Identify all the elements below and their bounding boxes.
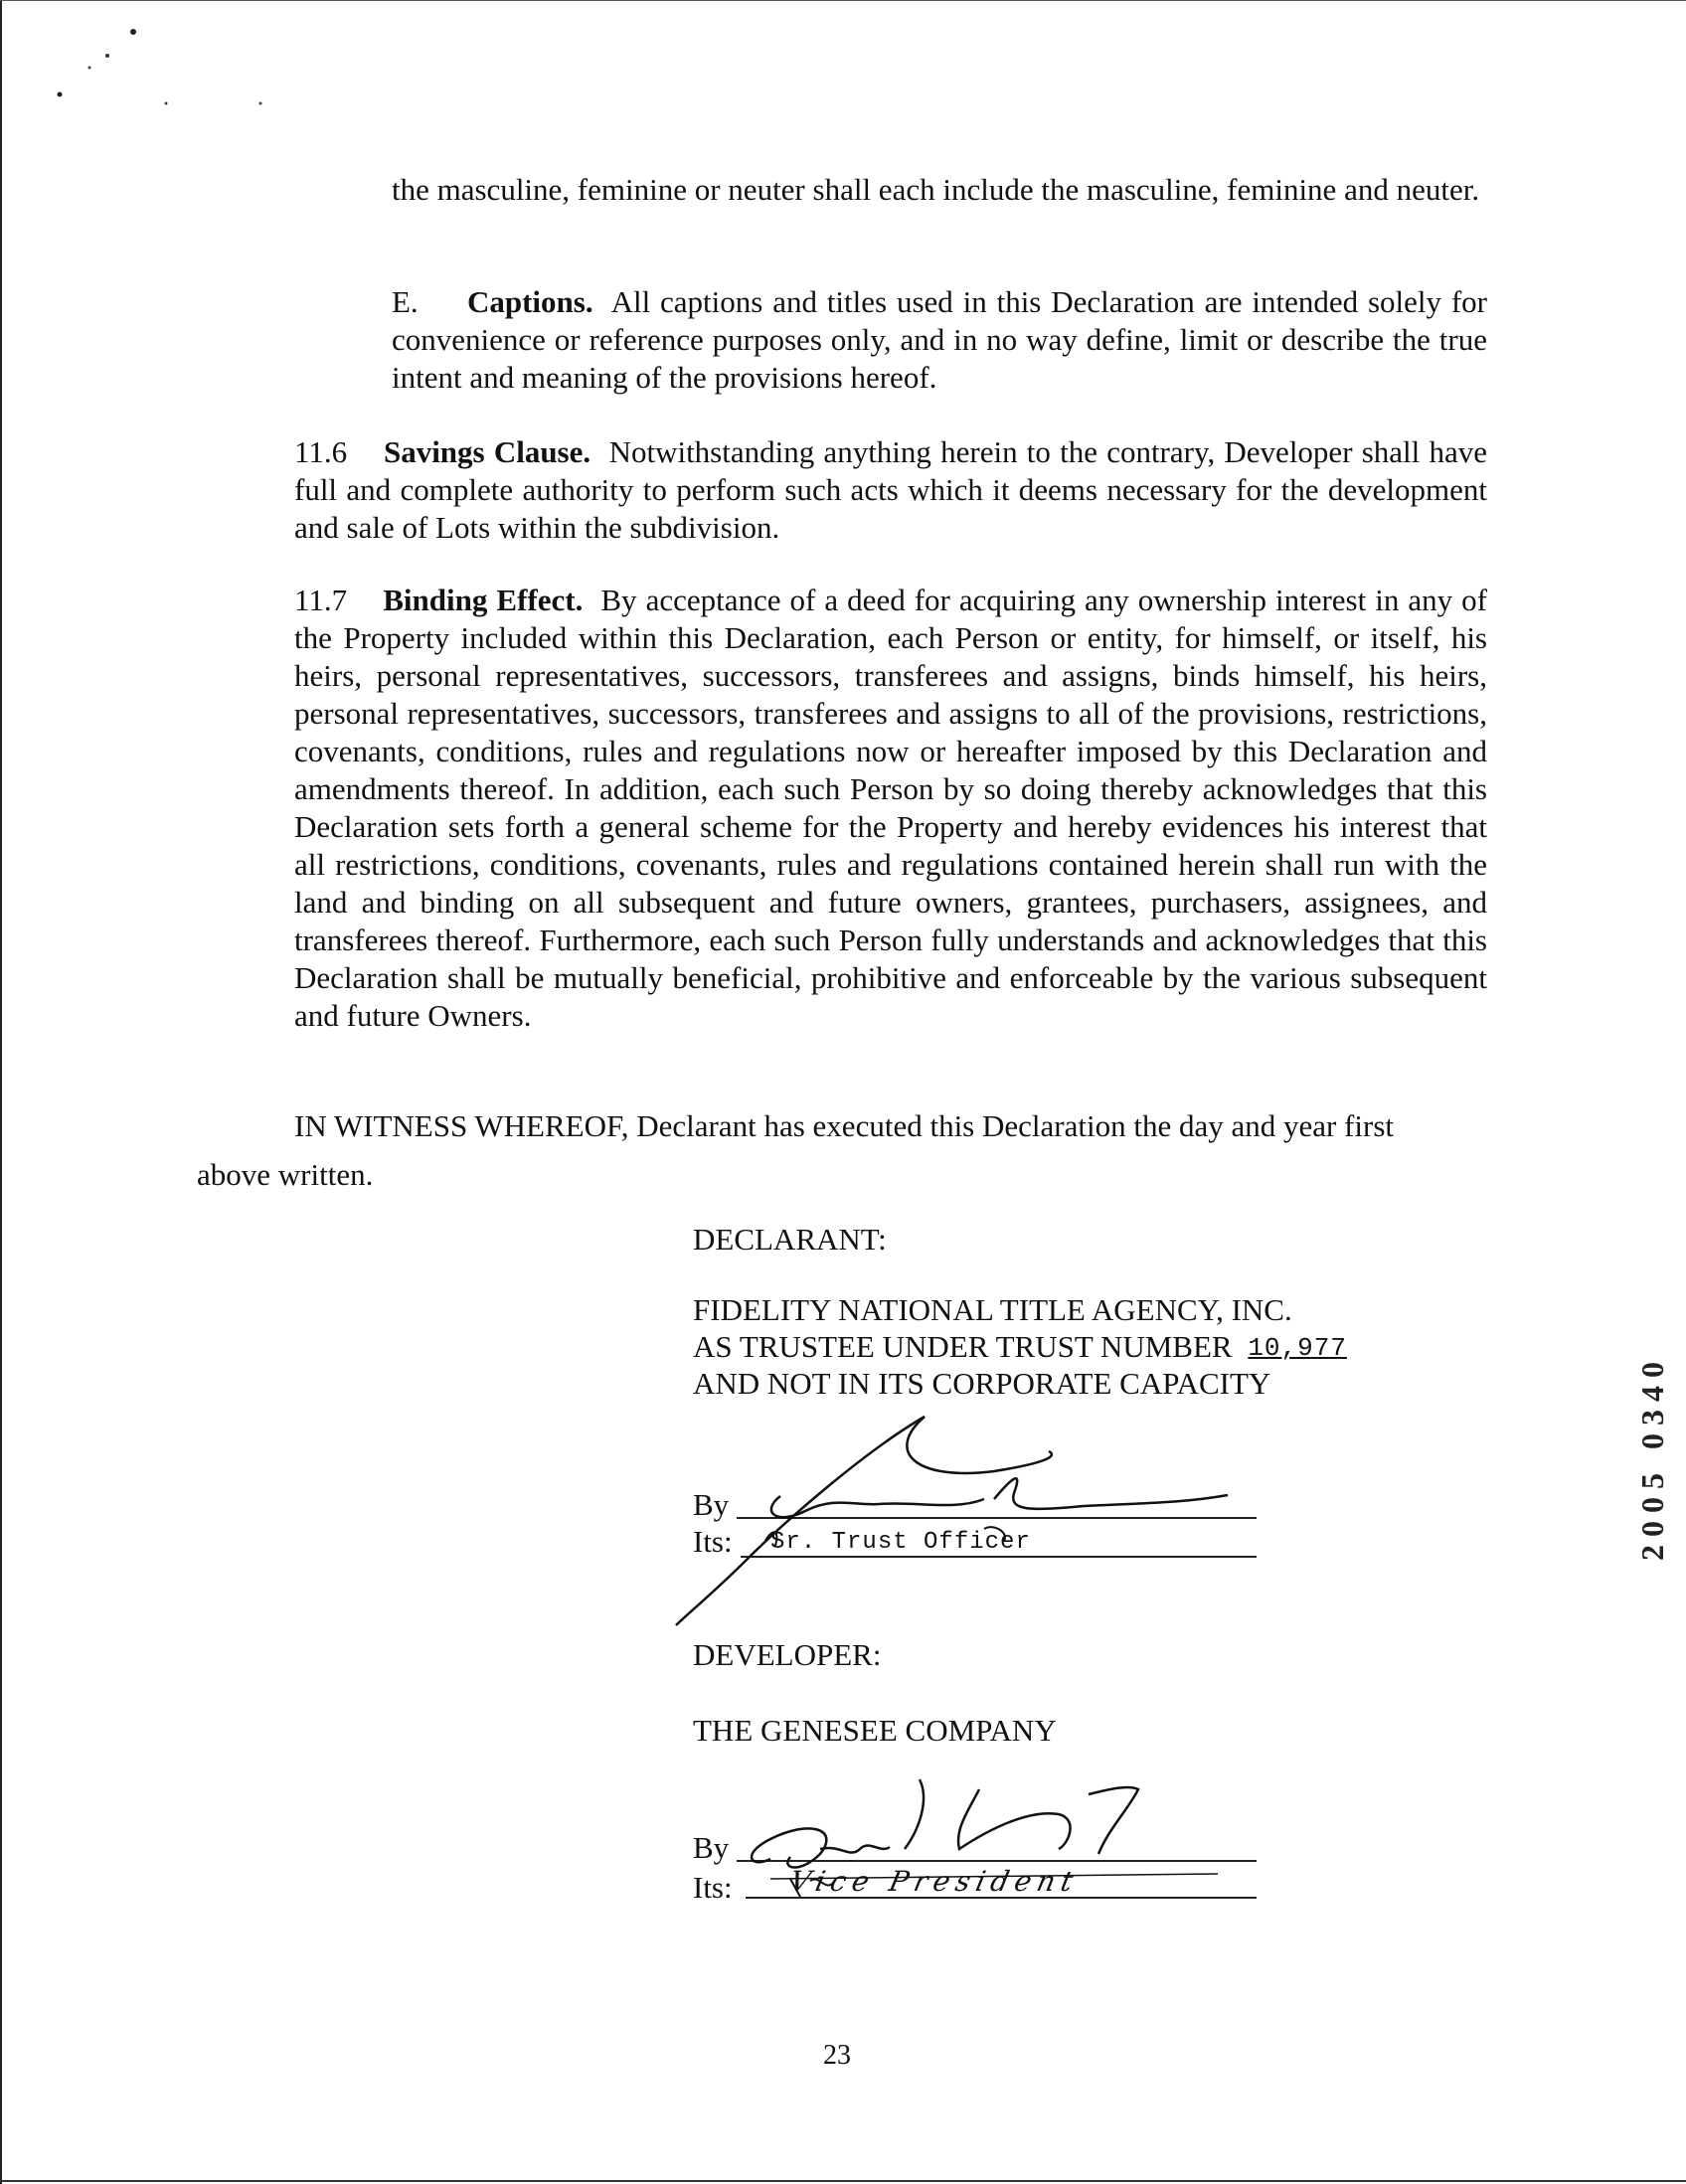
trustee-label: AS TRUSTEE UNDER TRUST NUMBER [693,1329,1233,1364]
witness-line-1: IN WITNESS WHEREOF, Declarant has executed this Declaration the day and year first [294,1108,1394,1143]
scan-left-edge [0,0,2,2184]
developer-its-label: Its: [693,1870,733,1905]
captions-text: All captions and titles used in this Declaration are intended solely for convenience or reference purposes only, and in no way define, limit or describe the true intent and meaning of the provisions hereof. [392,284,1487,395]
binding-text: By acceptance of a deed for acquiring any ownership interest in any of the Property included within this Declaration, each Person or entity, for himself, or itself, his heirs, personal representatives, successors, transferees and assigns, binds himself, his heirs, personal representatives, successors, transferees and assigns to all of the provisions, restrictions, covenants, conditions, rules and regulations now or hereafter imposed by this Declaration and amendments thereof. In addition, each such Person by so doing thereby acknowledges that this Declaration sets forth a general scheme for the Property and hereby evidences his interest that all restrictions, conditions, covenants, rules and regulations contained herein shall run with the land and binding on all subsequent and future owners, grantees, purchasers, assignees, and transferees thereof. Furthermore, each such Person fully understands and acknowledges that this Declaration shall be mutually beneficial, prohibitive and enforceable by the various subsequent and future Owners. [294,583,1488,1033]
trust-number: 10,977 [1248,1333,1347,1363]
scan-bottom-edge [0,2180,1686,2182]
recording-stamp: 2005 0340 [1634,1354,1670,1561]
binding-number: 11.7 [294,583,348,617]
developer-by-label: By [693,1830,730,1865]
witness-line-2: above written. [197,1157,374,1192]
continuation-text: the masculine, feminine or neuter shall each include the masculine, feminine and neuter. [392,172,1480,207]
binding-effect-paragraph: 11.7 Binding Effect. By acceptance of a deed for acquiring any ownership interest in any of the Property included within this Declaration, each Person or entity, for himself, or itself, his heirs, personal representatives, successors, transferees and assigns, binds himself, his heirs, personal representatives, successors, transferees and assigns to all of the provisions, restrictions, covenants, conditions, rules and regulations now or hereafter imposed by this Declaration and amendments thereof. In addition, each such Person by so doing thereby acknowledges that this Declaration sets forth a general scheme for the Property and hereby evidences his interest that all restrictions, conditions, covenants, rules and regulations contained herein shall run with the land and binding on all subsequent and future owners, grantees, purchasers, assignees, and transferees thereof. Furthermore, each such Person fully understands and acknowledges that this Declaration shall be mutually beneficial, prohibitive and enforceable by the various subsequent and future Owners. [294,583,1488,1033]
declarant-name-line-1: FIDELITY NATIONAL TITLE AGENCY, INC. [693,1292,1292,1327]
declarant-heading: DECLARANT: [693,1222,887,1257]
savings-text: Notwithstanding anything herein to the contrary, Developer shall have full and complete authority to perform such acts which it deems necessary for the development and sale of Lots within the subdivision. [294,434,1487,545]
scan-specks [0,0,298,139]
declarant-by-label: By [693,1487,730,1522]
page-number: 23 [823,2040,851,2071]
savings-clause-paragraph: 11.6 Savings Clause. Notwithstanding anything herein to the contrary, Developer shall have full and complete authority to perform such acts which it deems necessary for the development and sale of Lots within the subdivision. [294,434,1487,545]
declarant-name-line-3: AND NOT IN ITS CORPORATE CAPACITY [693,1366,1271,1401]
savings-title: Savings Clause [383,434,584,469]
declarant-signature [666,1412,1263,1630]
captions-paragraph: E. Captions. All captions and titles used in this Declaration are intended solely for convenience or reference purposes only, and in no way define, limit or describe the true intent and meaning of the provisions hereof. [392,284,1487,395]
declarant-name-line-2 [693,1328,1347,1369]
continuation-paragraph [392,171,1487,209]
captions-number: E. [392,284,419,319]
developer-heading: DEVELOPER: [693,1637,882,1672]
captions-title: Captions [466,284,586,319]
savings-number: 11.6 [294,434,348,469]
developer-its-value: Vice President [786,1865,1083,1898]
declarant-its-label: Its: [693,1524,733,1559]
developer-name: THE GENESEE COMPANY [693,1713,1057,1748]
declarant-its-value: Sr. Trust Officer [770,1529,1031,1556]
binding-title: Binding Effect [383,583,576,617]
